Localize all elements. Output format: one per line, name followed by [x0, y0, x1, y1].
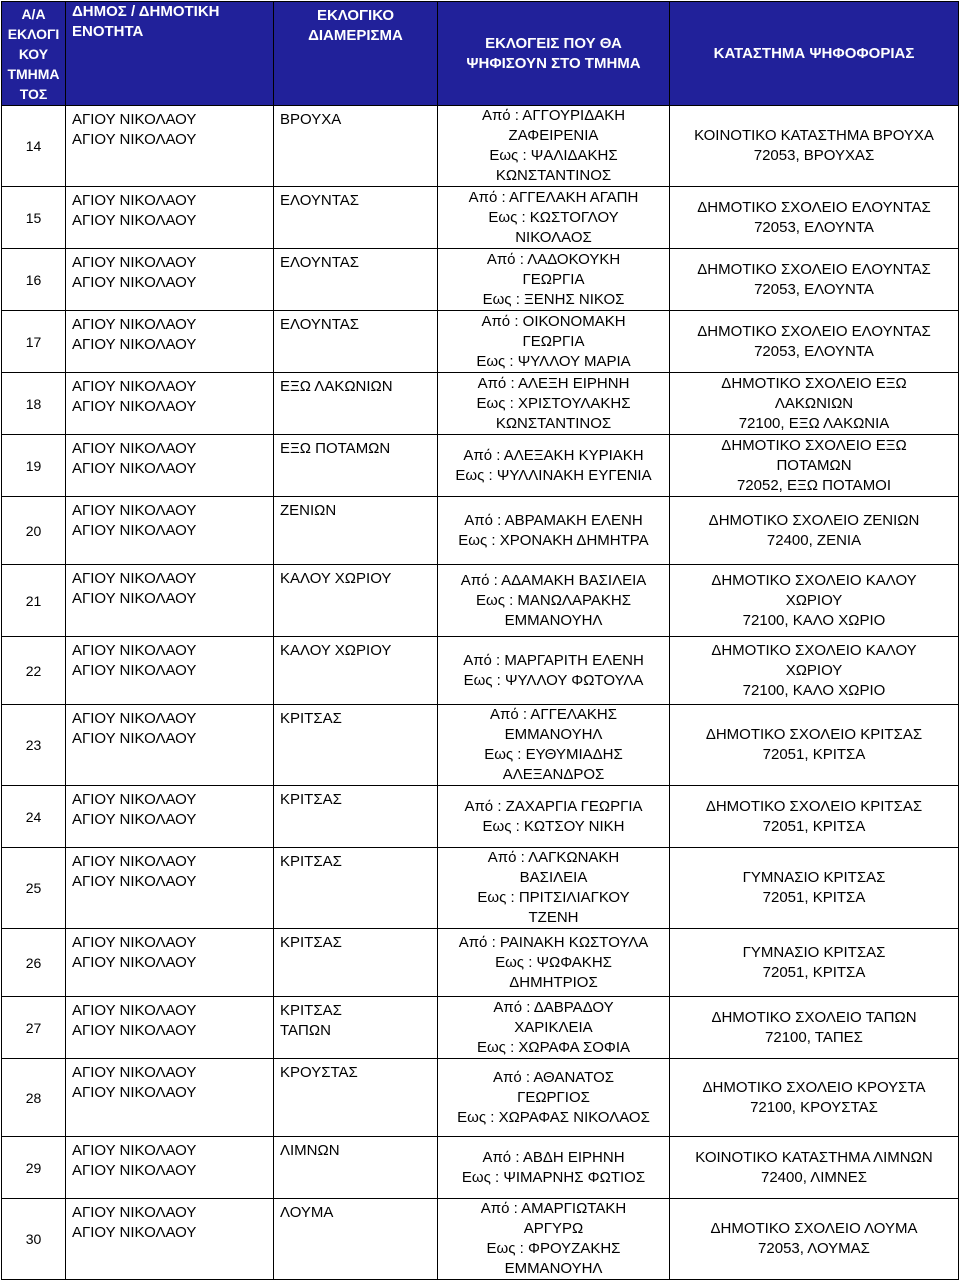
voters-line: Από : ΖΑΧΑΡΓΙΑ ΓΕΩΡΓΙΑ [464, 797, 643, 815]
voters-line: ΖΑΦΕΙΡΕΝΙΑ [508, 127, 599, 144]
station-cell [670, 705, 959, 786]
station-cell [670, 311, 959, 373]
table-row [2, 705, 959, 786]
voters-cell [438, 565, 670, 637]
municipality-line: ΑΓΙΟΥ ΝΙΚΟΛΑΟΥ [72, 710, 197, 727]
municipality-cell [66, 1137, 274, 1199]
header-line: ΤΜΗΜΑ [7, 65, 60, 82]
header-electoral-district [274, 2, 438, 106]
district-line: ΕΛΟΥΝΤΑΣ [280, 192, 360, 209]
station-line: 72052, ΕΞΩ ΠΟΤΑΜΟΙ [736, 476, 892, 494]
municipality-cell [66, 1059, 274, 1137]
section-number: 28 [2, 1059, 66, 1137]
station-cell [670, 1059, 959, 1137]
header-line: ΨΗΦΙΣΟΥΝ ΣΤΟ ΤΜΗΜΑ [466, 54, 641, 72]
district-line: ΚΡΙΤΣΑΣ [280, 934, 342, 951]
header-line: ΕΚΛΟΓΙΚΟ [316, 7, 395, 24]
municipality-line: ΑΓΙΟΥ ΝΙΚΟΛΑΟΥ [72, 791, 197, 808]
municipality-line: ΑΓΙΟΥ ΝΙΚΟΛΑΟΥ [72, 873, 197, 890]
station-cell [670, 637, 959, 705]
station-line: ΠΟΤΑΜΩΝ [776, 456, 852, 474]
station-line: ΔΗΜΟΤΙΚΟ ΣΧΟΛΕΙΟ ΤΑΠΩΝ [711, 1008, 917, 1026]
district-line: ΛΙΜΝΩΝ [280, 1142, 340, 1159]
voters-line: Από : ΑΛΕΞΑΚΗ ΚΥΡΙΑΚΗ [463, 446, 644, 464]
station-line: 72100, ΤΑΠΕΣ [765, 1028, 863, 1046]
voters-line: ΓΕΩΡΓΙΑ [522, 270, 585, 288]
district-line: ΕΛΟΥΝΤΑΣ [280, 254, 360, 271]
voters-line: ΕΜΜΑΝΟΥΗΛ [504, 726, 603, 743]
table-row [2, 848, 959, 929]
voters-line: Εως : ΧΩΡΑΦΑ ΣΟΦΙΑ [476, 1038, 631, 1056]
voters-cell [438, 311, 670, 373]
station-line: ΚΟΙΝΟΤΙΚΟ ΚΑΤΑΣΤΗΜΑ ΛΙΜΝΩΝ [695, 1148, 933, 1166]
station-line: 72400, ΛΙΜΝΕΣ [760, 1168, 867, 1186]
district-line: ΒΡΟΥΧΑ [280, 111, 342, 128]
voters-cell [438, 1199, 670, 1280]
section-number: 18 [2, 373, 66, 435]
district-cell [274, 565, 438, 637]
station-line: 72053, ΒΡΟΥΧΑΣ [753, 147, 875, 164]
station-line: 72053, ΕΛΟΥΝΤΑ [754, 342, 874, 360]
station-line: ΔΗΜΟΤΙΚΟ ΣΧΟΛΕΙΟ ΖΕΝΙΩΝ [708, 511, 920, 529]
station-cell [670, 497, 959, 565]
municipality-line: ΑΓΙΟΥ ΝΙΚΟΛΑΟΥ [72, 131, 197, 148]
municipality-cell [66, 497, 274, 565]
station-line: ΔΗΜΟΤΙΚΟ ΣΧΟΛΕΙΟ ΕΛΟΥΝΤΑΣ [697, 198, 931, 216]
station-line: 72051, ΚΡΙΤΣΑ [762, 746, 866, 763]
table-row [2, 929, 959, 997]
station-line: ΓΥΜΝΑΣΙΟ ΚΡΙΤΣΑΣ [742, 869, 886, 886]
header-line: ΤΟΣ [19, 85, 48, 102]
station-cell [670, 786, 959, 848]
station-line: 72053, ΕΛΟΥΝΤΑ [754, 280, 874, 298]
voters-cell [438, 705, 670, 786]
municipality-line: ΑΓΙΟΥ ΝΙΚΟΛΑΟΥ [72, 590, 197, 607]
station-line: ΔΗΜΟΤΙΚΟ ΣΧΟΛΕΙΟ ΚΡΟΥΣΤΑ [702, 1078, 926, 1096]
header-line: ΔΗΜΟΣ / ΔΗΜΟΤΙΚΗ [72, 3, 220, 20]
voters-cell [438, 848, 670, 929]
municipality-cell [66, 565, 274, 637]
voters-line: Από : ΑΛΕΞΗ ΕΙΡΗΝΗ [477, 374, 630, 392]
voters-line: Εως : ΜΑΝΩΛΑΡΑΚΗΣ [475, 591, 632, 609]
district-line: ΚΡΙΤΣΑΣ [280, 853, 342, 870]
voters-line: Από : ΑΓΓΕΛΑΚΗΣ [489, 706, 618, 723]
station-line: 72051, ΚΡΙΤΣΑ [762, 817, 866, 835]
voters-cell [438, 106, 670, 187]
district-line: ΤΑΠΩΝ [280, 1022, 331, 1039]
voters-line: Από : ΑΘΑΝΑΤΟΣ [492, 1068, 615, 1086]
municipality-line: ΑΓΙΟΥ ΝΙΚΟΛΑΟΥ [72, 460, 197, 477]
station-line: ΧΩΡΙΟΥ [785, 591, 843, 609]
voters-cell [438, 373, 670, 435]
voters-line: Εως : ΧΡΙΣΤΟΥΛΑΚΗΣ [476, 394, 631, 412]
header-municipality [66, 2, 274, 106]
station-line: ΔΗΜΟΤΙΚΟ ΣΧΟΛΕΙΟ ΚΡΙΤΣΑΣ [705, 797, 923, 815]
district-line: ΕΞΩ ΛΑΚΩΝΙΩΝ [280, 378, 393, 395]
municipality-line: ΑΓΙΟΥ ΝΙΚΟΛΑΟΥ [72, 811, 197, 828]
station-line: ΔΗΜΟΤΙΚΟ ΣΧΟΛΕΙΟ ΕΞΩ [721, 374, 907, 392]
section-number: 22 [2, 637, 66, 705]
station-cell [670, 435, 959, 497]
voters-line: Από : ΑΓΓΕΛΑΚΗ ΑΓΑΠΗ [468, 188, 639, 206]
municipality-line: ΑΓΙΟΥ ΝΙΚΟΛΑΟΥ [72, 254, 197, 271]
voters-line: ΔΗΜΗΤΡΙΟΣ [509, 973, 598, 991]
station-line: ΔΗΜΟΤΙΚΟ ΣΧΟΛΕΙΟ ΚΡΙΤΣΑΣ [705, 726, 923, 743]
header-line: ΕΝΟΤΗΤΑ [72, 23, 144, 40]
station-line: 72400, ΖΕΝΙΑ [766, 531, 862, 549]
station-cell [670, 997, 959, 1059]
municipality-cell [66, 786, 274, 848]
municipality-line: ΑΓΙΟΥ ΝΙΚΟΛΑΟΥ [72, 1002, 197, 1019]
station-line: ΓΥΜΝΑΣΙΟ ΚΡΙΤΣΑΣ [742, 943, 886, 961]
district-cell [274, 497, 438, 565]
station-line: 72053, ΕΛΟΥΝΤΑ [754, 218, 874, 236]
voters-line: ΝΙΚΟΛΑΟΣ [515, 228, 592, 246]
municipality-line: ΑΓΙΟΥ ΝΙΚΟΛΑΟΥ [72, 522, 197, 539]
district-cell [274, 1137, 438, 1199]
table-row [2, 565, 959, 637]
section-number: 26 [2, 929, 66, 997]
voters-line: Εως : ΚΩΤΣΟΥ ΝΙΚΗ [482, 817, 625, 835]
station-cell [670, 187, 959, 249]
station-line: ΧΩΡΙΟΥ [785, 661, 843, 679]
municipality-line: ΑΓΙΟΥ ΝΙΚΟΛΑΟΥ [72, 1084, 197, 1101]
municipality-line: ΑΓΙΟΥ ΝΙΚΟΛΑΟΥ [72, 1064, 197, 1081]
district-line: ΚΑΛΟΥ ΧΩΡΙΟΥ [280, 642, 392, 659]
section-number: 30 [2, 1199, 66, 1280]
table-row [2, 187, 959, 249]
voters-line: ΑΡΓΥΡΩ [523, 1220, 584, 1237]
municipality-line: ΑΓΙΟΥ ΝΙΚΟΛΑΟΥ [72, 934, 197, 951]
municipality-line: ΑΓΙΟΥ ΝΙΚΟΛΑΟΥ [72, 378, 197, 395]
district-cell [274, 311, 438, 373]
district-line: ΚΑΛΟΥ ΧΩΡΙΟΥ [280, 570, 392, 587]
header-row [2, 2, 959, 106]
municipality-cell [66, 929, 274, 997]
voters-line: ΓΕΩΡΓΙΟΣ [517, 1088, 590, 1106]
station-line: 72100, ΚΑΛΟ ΧΩΡΙΟ [742, 681, 886, 699]
section-number: 29 [2, 1137, 66, 1199]
voters-line: Εως : ΨΥΛΛΟΥ ΜΑΡΙΑ [476, 352, 631, 370]
station-cell [670, 249, 959, 311]
voters-cell [438, 249, 670, 311]
section-number: 27 [2, 997, 66, 1059]
voters-line: Από : ΛΑΔΟΚΟΥΚΗ [486, 250, 621, 268]
voters-line: Εως : ΦΡΟΥΖΑΚΗΣ [486, 1240, 621, 1257]
municipality-line: ΑΓΙΟΥ ΝΙΚΟΛΑΟΥ [72, 570, 197, 587]
header-line: ΚΟΥ [18, 45, 49, 62]
station-line: ΔΗΜΟΤΙΚΟ ΣΧΟΛΕΙΟ ΕΛΟΥΝΤΑΣ [697, 260, 931, 278]
table-row [2, 497, 959, 565]
station-line: 72051, ΚΡΙΤΣΑ [762, 963, 866, 981]
voters-line: ΓΕΩΡΓΙΑ [522, 332, 585, 350]
district-cell [274, 637, 438, 705]
municipality-line: ΑΓΙΟΥ ΝΙΚΟΛΑΟΥ [72, 316, 197, 333]
district-cell [274, 435, 438, 497]
district-line: ΚΡΙΤΣΑΣ [280, 710, 342, 727]
district-cell [274, 705, 438, 786]
municipality-line: ΑΓΙΟΥ ΝΙΚΟΛΑΟΥ [72, 1142, 197, 1159]
section-number: 15 [2, 187, 66, 249]
station-cell [670, 106, 959, 187]
district-cell [274, 1199, 438, 1280]
voters-line: Εως : ΞΕΝΗΣ ΝΙΚΟΣ [482, 290, 625, 308]
voters-line: Εως : ΨΙΜΑΡΝΗΣ ΦΩΤΙΟΣ [461, 1168, 646, 1186]
municipality-line: ΑΓΙΟΥ ΝΙΚΟΛΑΟΥ [72, 662, 197, 679]
voters-line: Εως : ΨΥΛΛΟΥ ΦΩΤΟΥΛΑ [463, 671, 644, 689]
municipality-line: ΑΓΙΟΥ ΝΙΚΟΛΑΟΥ [72, 1162, 197, 1179]
voters-cell [438, 435, 670, 497]
municipality-line: ΑΓΙΟΥ ΝΙΚΟΛΑΟΥ [72, 730, 197, 747]
district-line: ΚΡΙΤΣΑΣ [280, 791, 342, 808]
section-number: 21 [2, 565, 66, 637]
municipality-line: ΑΓΙΟΥ ΝΙΚΟΛΑΟΥ [72, 398, 197, 415]
table-row [2, 249, 959, 311]
station-line: ΔΗΜΟΤΙΚΟ ΣΧΟΛΕΙΟ ΕΛΟΥΝΤΑΣ [697, 322, 931, 340]
municipality-line: ΑΓΙΟΥ ΝΙΚΟΛΑΟΥ [72, 853, 197, 870]
district-line: ΛΟΥΜΑ [280, 1204, 334, 1221]
voters-cell [438, 497, 670, 565]
voters-line: Από : ΡΑΙΝΑΚΗ ΚΩΣΤΟΥΛΑ [458, 933, 649, 951]
header-line: ΕΚΛΟΓΕΙΣ ΠΟΥ ΘΑ [485, 34, 622, 52]
section-number: 19 [2, 435, 66, 497]
district-cell [274, 929, 438, 997]
district-cell [274, 848, 438, 929]
district-cell [274, 786, 438, 848]
table-row [2, 1137, 959, 1199]
municipality-line: ΑΓΙΟΥ ΝΙΚΟΛΑΟΥ [72, 440, 197, 457]
municipality-line: ΑΓΙΟΥ ΝΙΚΟΛΑΟΥ [72, 274, 197, 291]
table-row [2, 1199, 959, 1280]
polling-stations-table [1, 1, 959, 1280]
municipality-cell [66, 637, 274, 705]
table-row [2, 373, 959, 435]
voters-cell [438, 187, 670, 249]
header-line: ΕΚΛΟΓΙ [7, 25, 60, 42]
voters-line: Εως : ΨΑΛΙΔΑΚΗΣ [489, 147, 618, 164]
municipality-line: ΑΓΙΟΥ ΝΙΚΟΛΑΟΥ [72, 954, 197, 971]
table-row [2, 637, 959, 705]
section-number: 16 [2, 249, 66, 311]
voters-cell [438, 1059, 670, 1137]
municipality-line: ΑΓΙΟΥ ΝΙΚΟΛΑΟΥ [72, 502, 197, 519]
station-cell [670, 848, 959, 929]
station-line: 72100, ΚΡΟΥΣΤΑΣ [750, 1098, 878, 1116]
table-row [2, 106, 959, 187]
header-polling-station [670, 2, 959, 106]
municipality-line: ΑΓΙΟΥ ΝΙΚΟΛΑΟΥ [72, 642, 197, 659]
municipality-line: ΑΓΙΟΥ ΝΙΚΟΛΑΟΥ [72, 1204, 197, 1221]
municipality-cell [66, 997, 274, 1059]
voters-cell [438, 929, 670, 997]
voters-line: ΒΑΣΙΛΕΙΑ [519, 869, 588, 886]
station-line: 72051, ΚΡΙΤΣΑ [762, 889, 866, 906]
voters-cell [438, 637, 670, 705]
station-line: ΛΑΚΩΝΙΩΝ [774, 394, 854, 412]
header-section-number [2, 2, 66, 106]
voters-line: ΑΛΕΞΑΝΔΡΟΣ [502, 766, 605, 783]
district-line: ΚΡΙΤΣΑΣ [280, 1002, 342, 1019]
municipality-cell [66, 311, 274, 373]
station-line: 72100, ΕΞΩ ΛΑΚΩΝΙΑ [738, 414, 890, 432]
district-cell [274, 1059, 438, 1137]
district-line: ΕΞΩ ΠΟΤΑΜΩΝ [280, 440, 391, 457]
table-row [2, 786, 959, 848]
district-cell [274, 373, 438, 435]
voters-line: Εως : ΠΡΙΤΣΙΛΙΑΓΚΟΥ [477, 889, 630, 906]
voters-line: ΚΩΝΣΤΑΝΤΙΝΟΣ [495, 167, 612, 184]
district-cell [274, 106, 438, 187]
voters-line: Εως : ΚΩΣΤΟΓΛΟΥ [488, 208, 619, 226]
station-cell [670, 1199, 959, 1280]
municipality-cell [66, 848, 274, 929]
voters-cell [438, 786, 670, 848]
voters-line: ΕΜΜΑΝΟΥΗΛ [504, 1260, 603, 1277]
voters-line: Από : ΑΒΔΗ ΕΙΡΗΝΗ [482, 1148, 625, 1166]
station-line: ΔΗΜΟΤΙΚΟ ΣΧΟΛΕΙΟ ΛΟΥΜΑ [710, 1220, 918, 1237]
municipality-cell [66, 249, 274, 311]
header-line: ΔΙΑΜΕΡΙΣΜΑ [308, 27, 403, 44]
municipality-cell [66, 187, 274, 249]
district-line: ΚΡΟΥΣΤΑΣ [280, 1064, 358, 1081]
voters-cell [438, 1137, 670, 1199]
voters-line: Εως : ΨΥΛΛΙΝΑΚΗ ΕΥΓΕΝΙΑ [455, 466, 652, 484]
district-cell [274, 187, 438, 249]
voters-line: Από : ΑΓΓΟΥΡΙΔΑΚΗ [481, 107, 626, 124]
voters-line: Εως : ΨΩΦΑΚΗΣ [495, 953, 612, 971]
header-line: ΚΑΤΑΣΤΗΜΑ ΨΗΦΟΦΟΡΙΑΣ [713, 44, 915, 62]
station-line: ΚΟΙΝΟΤΙΚΟ ΚΑΤΑΣΤΗΜΑ ΒΡΟΥΧΑ [694, 127, 934, 144]
voters-line: Εως : ΕΥΘΥΜΙΑΔΗΣ [484, 746, 623, 763]
station-cell [670, 565, 959, 637]
voters-line: Εως : ΧΡΟΝΑΚΗ ΔΗΜΗΤΡΑ [458, 531, 649, 549]
station-line: ΔΗΜΟΤΙΚΟ ΣΧΟΛΕΙΟ ΚΑΛΟΥ [711, 571, 917, 589]
district-line: ΖΕΝΙΩΝ [280, 502, 337, 519]
section-number: 23 [2, 705, 66, 786]
station-cell [670, 1137, 959, 1199]
municipality-cell [66, 1199, 274, 1280]
table-row [2, 435, 959, 497]
table-row [2, 1059, 959, 1137]
voters-line: Από : ΑΒΡΑΜΑΚΗ ΕΛΕΝΗ [464, 511, 643, 529]
station-line: 72100, ΚΑΛΟ ΧΩΡΙΟ [742, 611, 886, 629]
municipality-cell [66, 373, 274, 435]
section-number: 24 [2, 786, 66, 848]
municipality-cell [66, 435, 274, 497]
voters-line: ΕΜΜΑΝΟΥΗΛ [504, 611, 603, 629]
municipality-line: ΑΓΙΟΥ ΝΙΚΟΛΑΟΥ [72, 1022, 197, 1039]
municipality-cell [66, 705, 274, 786]
voters-line: Από : ΑΜΑΡΓΙΩΤΑΚΗ [480, 1200, 627, 1217]
section-number: 14 [2, 106, 66, 187]
section-number: 25 [2, 848, 66, 929]
voters-cell [438, 997, 670, 1059]
voters-line: Από : ΟΙΚΟΝΟΜΑΚΗ [481, 312, 626, 330]
voters-line: Από : ΑΔΑΜΑΚΗ ΒΑΣΙΛΕΙΑ [460, 571, 647, 589]
station-cell [670, 373, 959, 435]
voters-line: ΚΩΝΣΤΑΝΤΙΝΟΣ [495, 414, 612, 432]
municipality-line: ΑΓΙΟΥ ΝΙΚΟΛΑΟΥ [72, 192, 197, 209]
header-line: Α/Α [21, 5, 46, 22]
municipality-cell [66, 106, 274, 187]
voters-line: Από : ΔΑΒΡΑΔΟΥ [493, 998, 614, 1016]
voters-line: ΧΑΡΙΚΛΕΙΑ [514, 1018, 593, 1036]
district-cell [274, 997, 438, 1059]
section-number: 17 [2, 311, 66, 373]
table-row [2, 311, 959, 373]
district-line: ΕΛΟΥΝΤΑΣ [280, 316, 360, 333]
station-cell [670, 929, 959, 997]
municipality-line: ΑΓΙΟΥ ΝΙΚΟΛΑΟΥ [72, 212, 197, 229]
station-line: 72053, ΛΟΥΜΑΣ [758, 1240, 870, 1257]
voters-line: Από : ΜΑΡΓΑΡΙΤΗ ΕΛΕΝΗ [463, 651, 644, 669]
table-row [2, 997, 959, 1059]
station-line: ΔΗΜΟΤΙΚΟ ΣΧΟΛΕΙΟ ΕΞΩ [721, 436, 907, 454]
header-voters [438, 2, 670, 106]
section-number: 20 [2, 497, 66, 565]
district-cell [274, 249, 438, 311]
municipality-line: ΑΓΙΟΥ ΝΙΚΟΛΑΟΥ [72, 111, 197, 128]
station-line: ΔΗΜΟΤΙΚΟ ΣΧΟΛΕΙΟ ΚΑΛΟΥ [711, 641, 917, 659]
voters-line: Εως : ΧΩΡΑΦΑΣ ΝΙΚΟΛΑΟΣ [457, 1108, 650, 1126]
voters-line: ΤΖΕΝΗ [528, 909, 579, 926]
municipality-line: ΑΓΙΟΥ ΝΙΚΟΛΑΟΥ [72, 336, 197, 353]
voters-line: Από : ΛΑΓΚΩΝΑΚΗ [487, 849, 620, 866]
municipality-line: ΑΓΙΟΥ ΝΙΚΟΛΑΟΥ [72, 1224, 197, 1241]
